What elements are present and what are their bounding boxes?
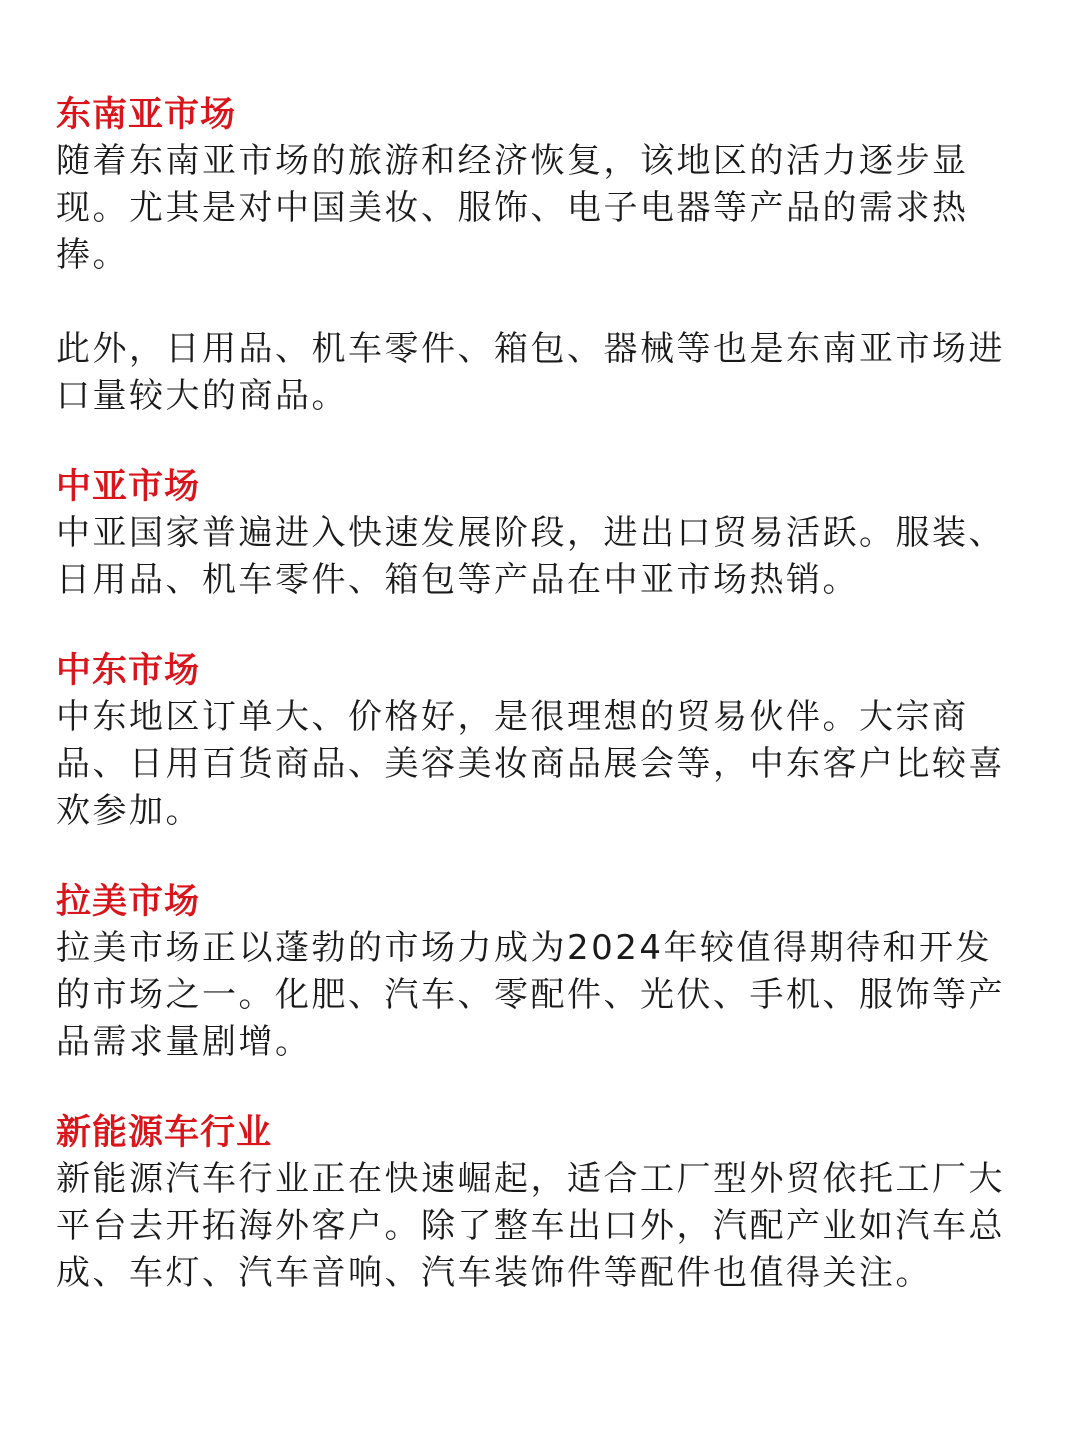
section-central-asia bbox=[56, 464, 1024, 604]
section-title-new-energy-vehicles: 新能源车行业 bbox=[56, 1113, 273, 1153]
section-paragraph: 中亚国家普遍进入快速发展阶段，进出口贸易活跃。服装、日用品、机车零件、箱包等产品在中亚市场热销。 bbox=[56, 513, 1005, 600]
section-latin-america bbox=[56, 879, 1024, 1066]
section-paragraph: 随着东南亚市场的旅游和经济恢复，该地区的活力逐步显现。尤其是对中国美妆、服饰、电子电器等产品的需求热捧。 bbox=[56, 141, 969, 275]
section-title-southeast-asia: 东南亚市场 bbox=[56, 95, 237, 135]
document-page bbox=[56, 92, 1024, 1341]
section-title-middle-east: 中东市场 bbox=[56, 651, 201, 691]
section-new-energy-vehicles bbox=[56, 1110, 1024, 1297]
section-title-central-asia: 中亚市场 bbox=[56, 467, 201, 507]
section-paragraph: 拉美市场正以蓬勃的市场力成为2024年较值得期待和开发的市场之一。化肥、汽车、零配件、光伏、手机、服饰等产品需求量剧增。 bbox=[56, 928, 1005, 1062]
section-paragraph: 新能源汽车行业正在快速崛起，适合工厂型外贸依托工厂大平台去开拓海外客户。除了整车出口外，汽配产业如汽车总成、车灯、汽车音响、汽车装饰件等配件也值得关注。 bbox=[56, 1159, 1005, 1293]
section-title-latin-america: 拉美市场 bbox=[56, 882, 201, 922]
section-paragraph: 此外，日用品、机车零件、箱包、器械等也是东南亚市场进口量较大的商品。 bbox=[56, 329, 1005, 416]
section-middle-east bbox=[56, 648, 1024, 835]
section-southeast-asia bbox=[56, 92, 1024, 420]
section-paragraph: 中东地区订单大、价格好，是很理想的贸易伙伴。大宗商品、日用百货商品、美容美妆商品展会等，中东客户比较喜欢参加。 bbox=[56, 697, 1005, 831]
